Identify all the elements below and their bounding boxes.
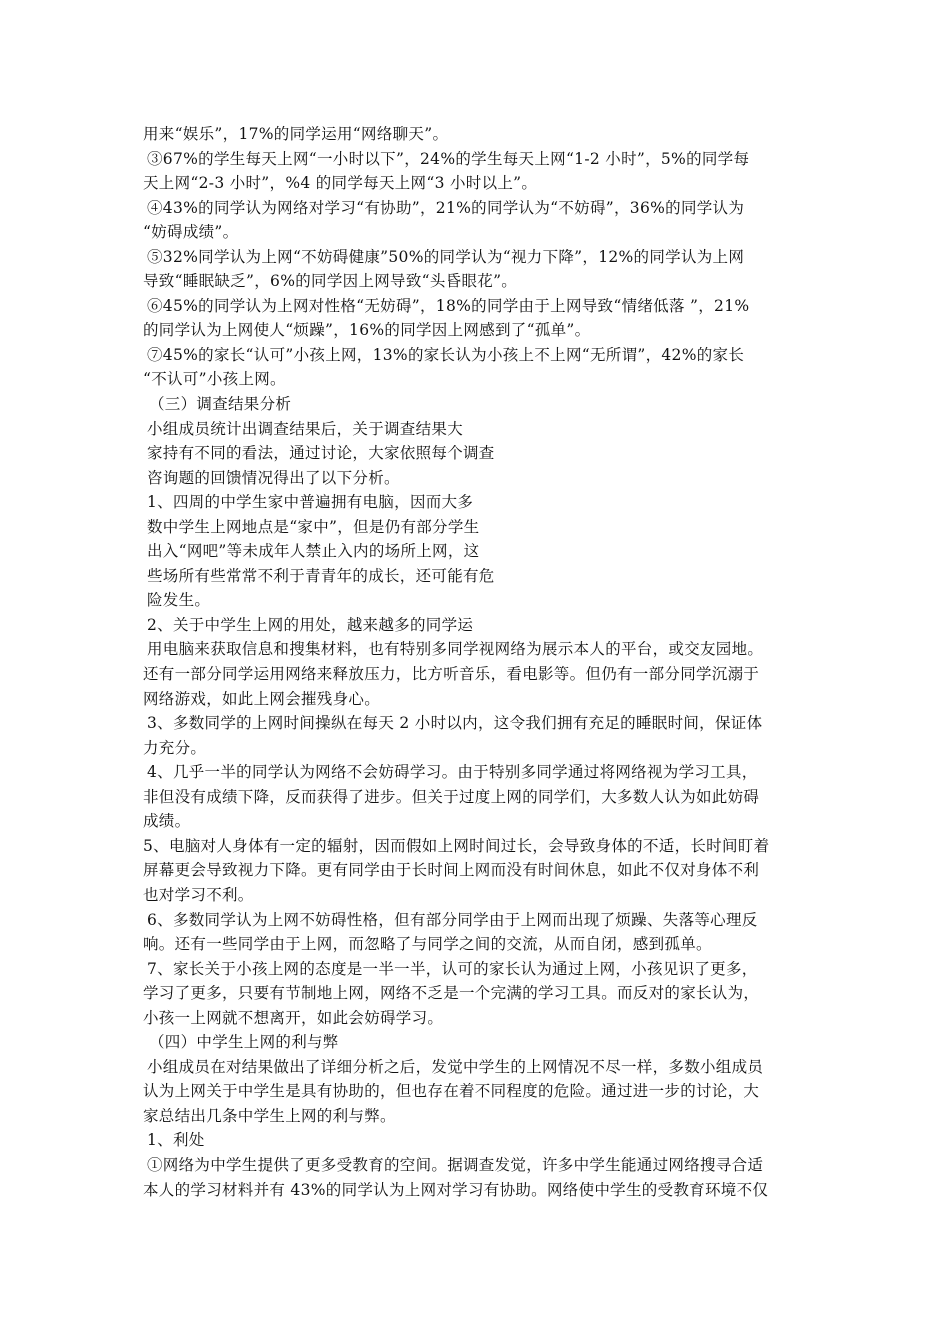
text-line: 4、几乎一半的同学认为网络不会妨碍学习。由于特别多同学通过将网络视为学习工具， — [147, 763, 758, 782]
text-line: 本人的学习材料并有 43%的同学认为上网对学习有协助。网络使中学生的受教育环境不仅 — [143, 1180, 769, 1199]
text-line: 非但没有成绩下降，反而获得了进步。但关于过度上网的同学们，大多数人认为如此妨碍 — [143, 787, 760, 806]
document-page — [143, 122, 811, 1202]
text-line: 1、利处 — [147, 1131, 205, 1150]
text-line: 2、关于中学生上网的用处，越来越多的同学运 — [147, 615, 474, 634]
text-line: 数中学生上网地点是“家中”，但是仍有部分学生 — [147, 517, 480, 536]
text-line: 屏幕更会导致视力下降。更有同学由于长时间上网而没有时间休息，如此不仅对身体不利 — [143, 861, 760, 880]
text-line: 力充分。 — [143, 738, 207, 757]
text-line: 小孩一上网就不想离开，如此会妨碍学习。 — [143, 1008, 444, 1027]
text-line: 小组成员统计出调查结果后，关于调查结果大 — [147, 419, 464, 438]
text-line: 成绩。 — [143, 812, 191, 831]
text-line: ①网络为中学生提供了更多受教育的空间。据调查发觉，许多中学生能通过网络搜寻合适 — [147, 1155, 764, 1174]
text-line: 家持有不同的看法，通过讨论，大家依照每个调查 — [147, 444, 495, 463]
text-line: 学习了更多，只要有节制地上网，网络不乏是一个完满的学习工具。而反对的家长认为， — [143, 984, 760, 1003]
text-line: 响。还有一些同学由于上网，而忽略了与同学之间的交流，从而自闭，感到孤单。 — [143, 935, 712, 954]
text-line: ⑦45%的家长“认可”小孩上网，13%的家长认为小孩上不上网“无所谓”，42%的家长 — [147, 345, 745, 364]
text-line: 3、多数同学的上网时间操纵在每天 2 小时以内，这令我们拥有充足的睡眠时间，保证体 — [147, 714, 763, 733]
text-line: 小组成员在对结果做出了详细分析之后，发觉中学生的上网情况不尽一样，多数小组成员 — [147, 1057, 764, 1076]
text-line: 险发生。 — [147, 591, 211, 610]
text-line: “妨碍成绩”。 — [143, 223, 239, 242]
text-line: 导致“睡眠缺乏”，6%的同学因上网导致“头昏眼花”。 — [143, 272, 518, 291]
text-line: 认为上网关于中学生是具有协助的，但也存在着不同程度的危险。通过进一步的讨论，大 — [143, 1082, 760, 1101]
text-line: 咨询题的回馈情况得出了以下分析。 — [147, 468, 400, 487]
text-line: ⑥45%的同学认为上网对性格“无妨碍”，18%的同学由于上网导致“情绪低落 ”，21% — [147, 296, 750, 315]
text-line: “不认可”小孩上网。 — [143, 370, 286, 389]
text-line: 7、家长关于小孩上网的态度是一半一半，认可的家长认为通过上网，小孩见识了更多， — [147, 959, 758, 978]
text-line: 还有一部分同学运用网络来释放压力，比方听音乐，看电影等。但仍有一部分同学沉溺于 — [143, 665, 760, 684]
text-line: ⑤32%同学认为上网“不妨碍健康”50%的同学认为“视力下降”，12%的同学认为上网 — [147, 247, 745, 266]
text-line: 也对学习不利。 — [143, 885, 254, 904]
text-line: 的同学认为上网使人“烦躁”，16%的同学因上网感到了“孤单”。 — [143, 321, 591, 340]
text-line: 天上网“2-3 小时”，%4 的同学每天上网“3 小时以上”。 — [143, 174, 538, 193]
text-line: ③67%的学生每天上网“一小时以下”，24%的学生每天上网“1-2 小时”，5%的同学每 — [147, 149, 750, 168]
text-line: 家总结出几条中学生上网的利与弊。 — [143, 1106, 396, 1125]
text-line: 些场所有些常常不利于青青年的成长，还可能有危 — [147, 566, 495, 585]
text-line: 1、四周的中学生家中普遍拥有电脑，因而大多 — [147, 493, 474, 512]
text-line: 网络游戏，如此上网会摧残身心。 — [143, 689, 381, 708]
text-line: 出入“网吧”等未成年人禁止入内的场所上网，这 — [147, 542, 480, 561]
text-line: 5、电脑对人身体有一定的辐射，因而假如上网时间过长，会导致身体的不适，长时间盯着 — [143, 836, 770, 855]
text-line: 6、多数同学认为上网不妨碍性格，但有部分同学由于上网而出现了烦躁、失落等心理反 — [147, 910, 758, 929]
text-line: ④43%的同学认为网络对学习“有协助”，21%的同学认为“不妨碍”，36%的同学认为 — [147, 198, 745, 217]
text-line: 用电脑来获取信息和搜集材料，也有特别多同学视网络为展示本人的平台，或交友园地。 — [147, 640, 764, 659]
section-heading: （四）中学生上网的利与弊 — [149, 1033, 339, 1052]
text-line: 用来“娱乐”，17%的同学运用“网络聊天”。 — [143, 125, 449, 143]
section-heading: （三）调查结果分析 — [149, 395, 292, 414]
